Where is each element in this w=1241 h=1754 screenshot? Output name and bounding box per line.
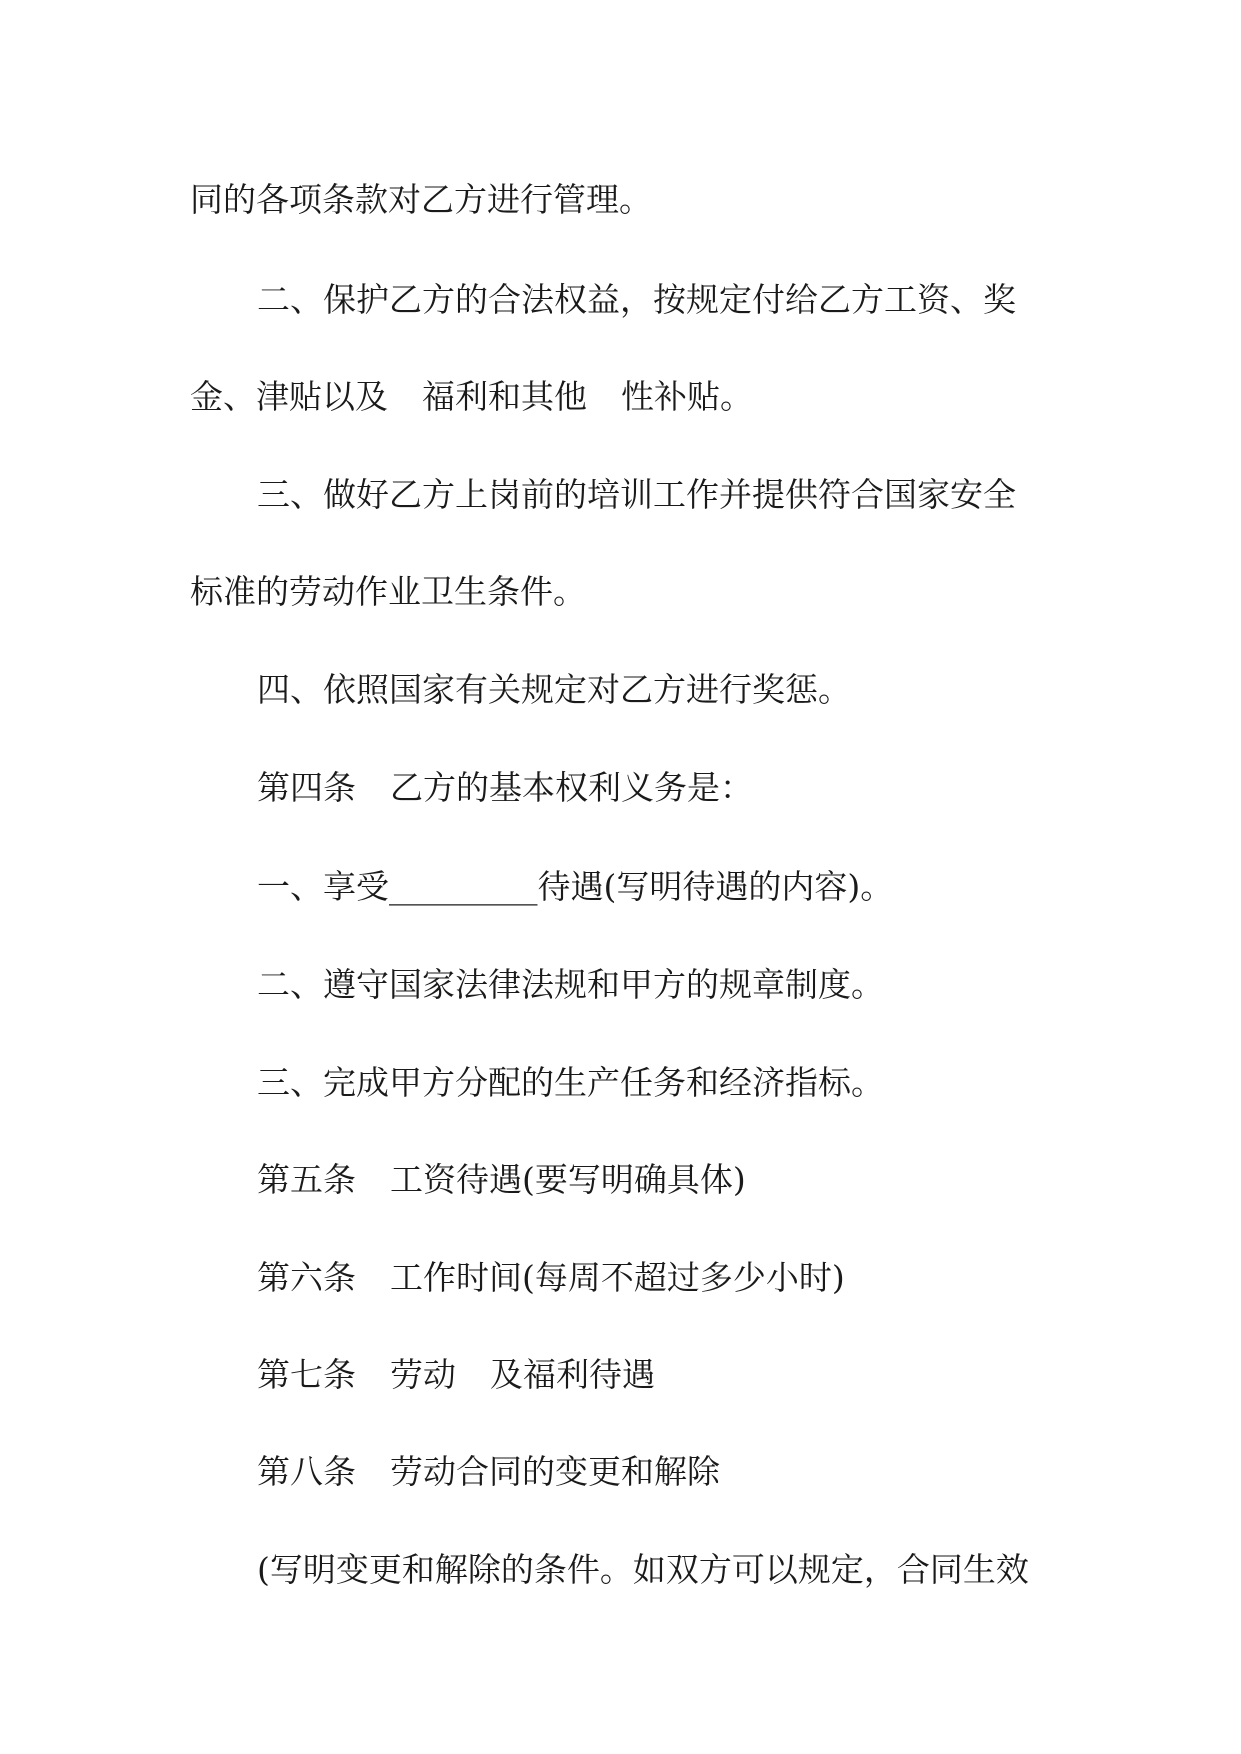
text-segment: 性补贴。	[621, 377, 753, 416]
clause-training: 三、做好乙方上岗前的培训工作并提供符合国家安全	[257, 475, 1016, 514]
article-number: 第六条	[257, 1258, 356, 1297]
article-number: 第五条	[257, 1160, 356, 1199]
article-title: 及福利待遇	[490, 1355, 655, 1394]
article-title: 工作时间(每周不超过多少小时)	[390, 1258, 845, 1297]
article-title: 劳动合同的变更和解除	[390, 1452, 720, 1491]
text-segment: 金、津贴以及	[190, 377, 388, 416]
article-heading	[257, 1355, 655, 1395]
text-segment: 福利和其他	[422, 377, 587, 416]
text-line: 标准的劳动作业卫生条件。	[190, 572, 586, 611]
text-line: 同的各项条款对乙方进行管理。	[190, 180, 652, 219]
text-line: (写明变更和解除的条件。如双方可以规定，合同生效	[257, 1550, 1029, 1589]
article-title: 工资待遇(要写明确具体)	[390, 1160, 746, 1199]
clause-benefits: 一、享受_________待遇(写明待遇的内容)。	[257, 867, 894, 906]
article-number: 第七条	[257, 1355, 356, 1394]
clause-rewards: 四、依照国家有关规定对乙方进行奖惩。	[257, 670, 851, 709]
article-number: 第四条	[257, 768, 356, 807]
article-number: 第八条	[257, 1452, 356, 1491]
article-heading	[257, 1160, 746, 1200]
text-line	[190, 377, 753, 417]
article-heading	[257, 1452, 720, 1492]
article-title: 劳动	[390, 1355, 456, 1394]
article-heading	[257, 1258, 845, 1298]
article-heading	[257, 768, 753, 808]
article-title: 乙方的基本权利义务是：	[390, 768, 753, 807]
clause-comply: 二、遵守国家法律法规和甲方的规章制度。	[257, 965, 884, 1004]
clause-protect-rights: 二、保护乙方的合法权益，按规定付给乙方工资、奖	[257, 280, 1016, 319]
clause-tasks: 三、完成甲方分配的生产任务和经济指标。	[257, 1063, 884, 1102]
